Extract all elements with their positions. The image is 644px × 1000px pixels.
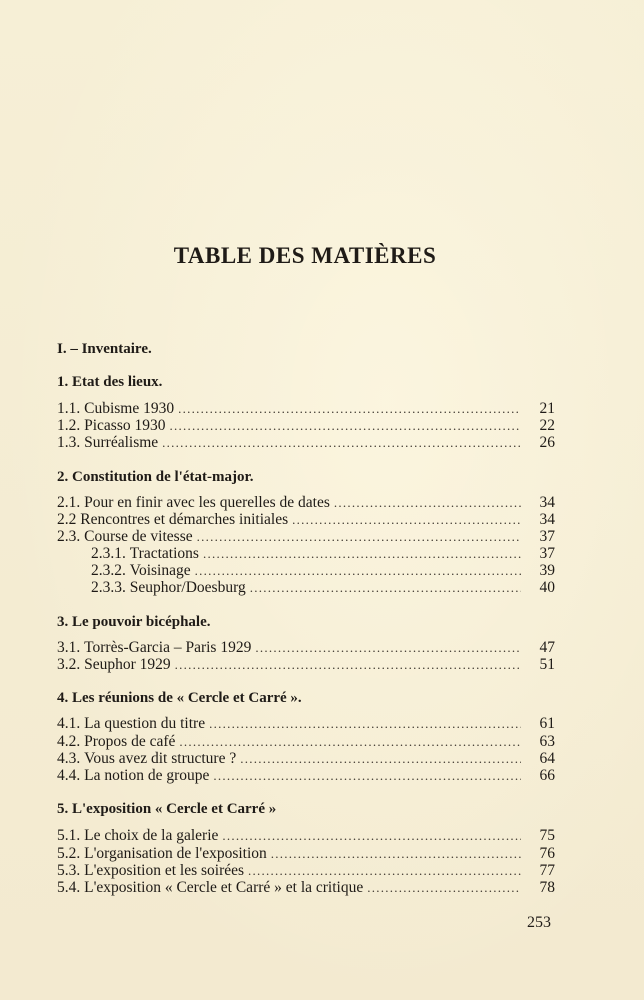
entry-page: 47 bbox=[539, 639, 555, 656]
toc-entry bbox=[57, 494, 555, 512]
entry-page: 40 bbox=[539, 579, 555, 596]
toc-entry bbox=[57, 879, 555, 897]
entry-page: 21 bbox=[539, 400, 555, 417]
entry-page: 78 bbox=[539, 879, 555, 896]
toc-entry bbox=[57, 511, 555, 529]
dot-leader bbox=[271, 845, 521, 863]
entry-title: Le choix de la galerie bbox=[84, 827, 219, 844]
entry-number: 2.3.3. bbox=[91, 579, 130, 596]
dot-leader bbox=[170, 417, 522, 435]
toc-entry bbox=[57, 417, 555, 435]
entry-page: 77 bbox=[539, 862, 555, 879]
dot-leader bbox=[179, 733, 521, 751]
entry-title: Picasso 1930 bbox=[84, 417, 166, 434]
entry-title: Course de vitesse bbox=[84, 528, 193, 545]
entry-number: 2.3.1. bbox=[91, 545, 130, 562]
toc-subentry bbox=[91, 562, 555, 580]
entry-number: 5.2. bbox=[57, 845, 85, 862]
entry-title: Seuphor 1929 bbox=[84, 656, 171, 673]
section-heading: 2. Constitution de l'état-major. bbox=[57, 469, 254, 485]
entry-number: 5.4. bbox=[57, 879, 85, 896]
toc-entry bbox=[57, 862, 555, 880]
entry-page: 22 bbox=[539, 417, 555, 434]
dot-leader bbox=[213, 767, 521, 785]
dot-leader bbox=[240, 750, 521, 768]
entry-title: L'exposition « Cercle et Carré » et la critique bbox=[84, 879, 364, 896]
entry-number: 1.3. bbox=[57, 434, 85, 451]
dot-leader bbox=[292, 511, 521, 529]
toc-entry bbox=[57, 715, 555, 733]
toc-entry bbox=[57, 733, 555, 751]
entry-title: L'exposition et les soirées bbox=[84, 862, 245, 879]
entry-title: Propos de café bbox=[84, 733, 176, 750]
dot-leader bbox=[222, 827, 521, 845]
entry-number: 5.3. bbox=[57, 862, 85, 879]
part-heading: I. – Inventaire. bbox=[57, 341, 152, 357]
dot-leader bbox=[209, 715, 521, 733]
entry-number: 4.4. bbox=[57, 767, 85, 784]
toc-entry bbox=[57, 656, 555, 674]
dot-leader bbox=[178, 400, 521, 418]
entry-title: Cubisme 1930 bbox=[84, 400, 175, 417]
entry-number: 2.2 bbox=[57, 511, 81, 528]
entry-page: 26 bbox=[539, 434, 555, 451]
entry-number: 3.1. bbox=[57, 639, 85, 656]
entry-title: Vous avez dit structure ? bbox=[84, 750, 237, 767]
entry-number: 5.1. bbox=[57, 827, 85, 844]
entry-number: 4.1. bbox=[57, 715, 85, 732]
dot-leader bbox=[255, 639, 521, 657]
entry-title: La question du titre bbox=[84, 715, 206, 732]
entry-page: 63 bbox=[539, 733, 555, 750]
entry-title: Seuphor/Doesburg bbox=[129, 579, 246, 596]
dot-leader bbox=[197, 528, 521, 546]
entry-title: Tractations bbox=[129, 545, 199, 562]
entry-title: Torrès-Garcia – Paris 1929 bbox=[84, 639, 252, 656]
toc-subentry bbox=[91, 545, 555, 563]
entry-number: 4.3. bbox=[57, 750, 85, 767]
entry-title: Pour en finir avec les querelles de dates bbox=[84, 494, 330, 511]
entry-number: 1.2. bbox=[57, 417, 85, 434]
toc-entry bbox=[57, 400, 555, 418]
toc-entry bbox=[57, 750, 555, 768]
section-heading: 4. Les réunions de « Cercle et Carré ». bbox=[57, 690, 302, 706]
toc-entry bbox=[57, 845, 555, 863]
toc-entry bbox=[57, 827, 555, 845]
entry-number: 2.3.2. bbox=[91, 562, 130, 579]
entry-title: Voisinage bbox=[129, 562, 191, 579]
toc-entry bbox=[57, 528, 555, 546]
toc-entry bbox=[57, 434, 555, 452]
entry-title: L'organisation de l'exposition bbox=[84, 845, 267, 862]
dot-leader bbox=[195, 562, 521, 580]
entry-page: 76 bbox=[539, 845, 555, 862]
section-heading: 3. Le pouvoir bicéphale. bbox=[57, 614, 211, 630]
entry-page: 66 bbox=[539, 767, 555, 784]
dot-leader bbox=[334, 494, 521, 512]
page-title: TABLE DES MATIÈRES bbox=[173, 243, 437, 268]
dot-leader bbox=[203, 545, 521, 563]
entry-number: 4.2. bbox=[57, 733, 85, 750]
entry-page: 51 bbox=[539, 656, 555, 673]
entry-page: 75 bbox=[539, 827, 555, 844]
section-heading: 5. L'exposition « Cercle et Carré » bbox=[57, 801, 277, 817]
dot-leader bbox=[367, 879, 521, 897]
entry-page: 64 bbox=[539, 750, 555, 767]
entry-page: 37 bbox=[539, 545, 555, 562]
dot-leader bbox=[162, 434, 521, 452]
toc-entry bbox=[57, 767, 555, 785]
entry-page: 37 bbox=[539, 528, 555, 545]
entry-page: 34 bbox=[539, 494, 555, 511]
entry-number: 2.3. bbox=[57, 528, 85, 545]
page-number: 253 bbox=[527, 914, 551, 931]
entry-page: 61 bbox=[539, 715, 555, 732]
entry-number: 1.1. bbox=[57, 400, 85, 417]
entry-page: 39 bbox=[539, 562, 555, 579]
entry-title: Rencontres et démarches initiales bbox=[80, 511, 289, 528]
toc-entry bbox=[57, 639, 555, 657]
entry-number: 3.2. bbox=[57, 656, 85, 673]
entry-title: Surréalisme bbox=[84, 434, 159, 451]
toc-subentry bbox=[91, 579, 555, 597]
entry-title: La notion de groupe bbox=[84, 767, 210, 784]
dot-leader bbox=[248, 862, 521, 880]
dot-leader bbox=[250, 579, 521, 597]
dot-leader bbox=[175, 656, 521, 674]
entry-page: 34 bbox=[539, 511, 555, 528]
section-heading: 1. Etat des lieux. bbox=[57, 374, 163, 390]
entry-number: 2.1. bbox=[57, 494, 85, 511]
